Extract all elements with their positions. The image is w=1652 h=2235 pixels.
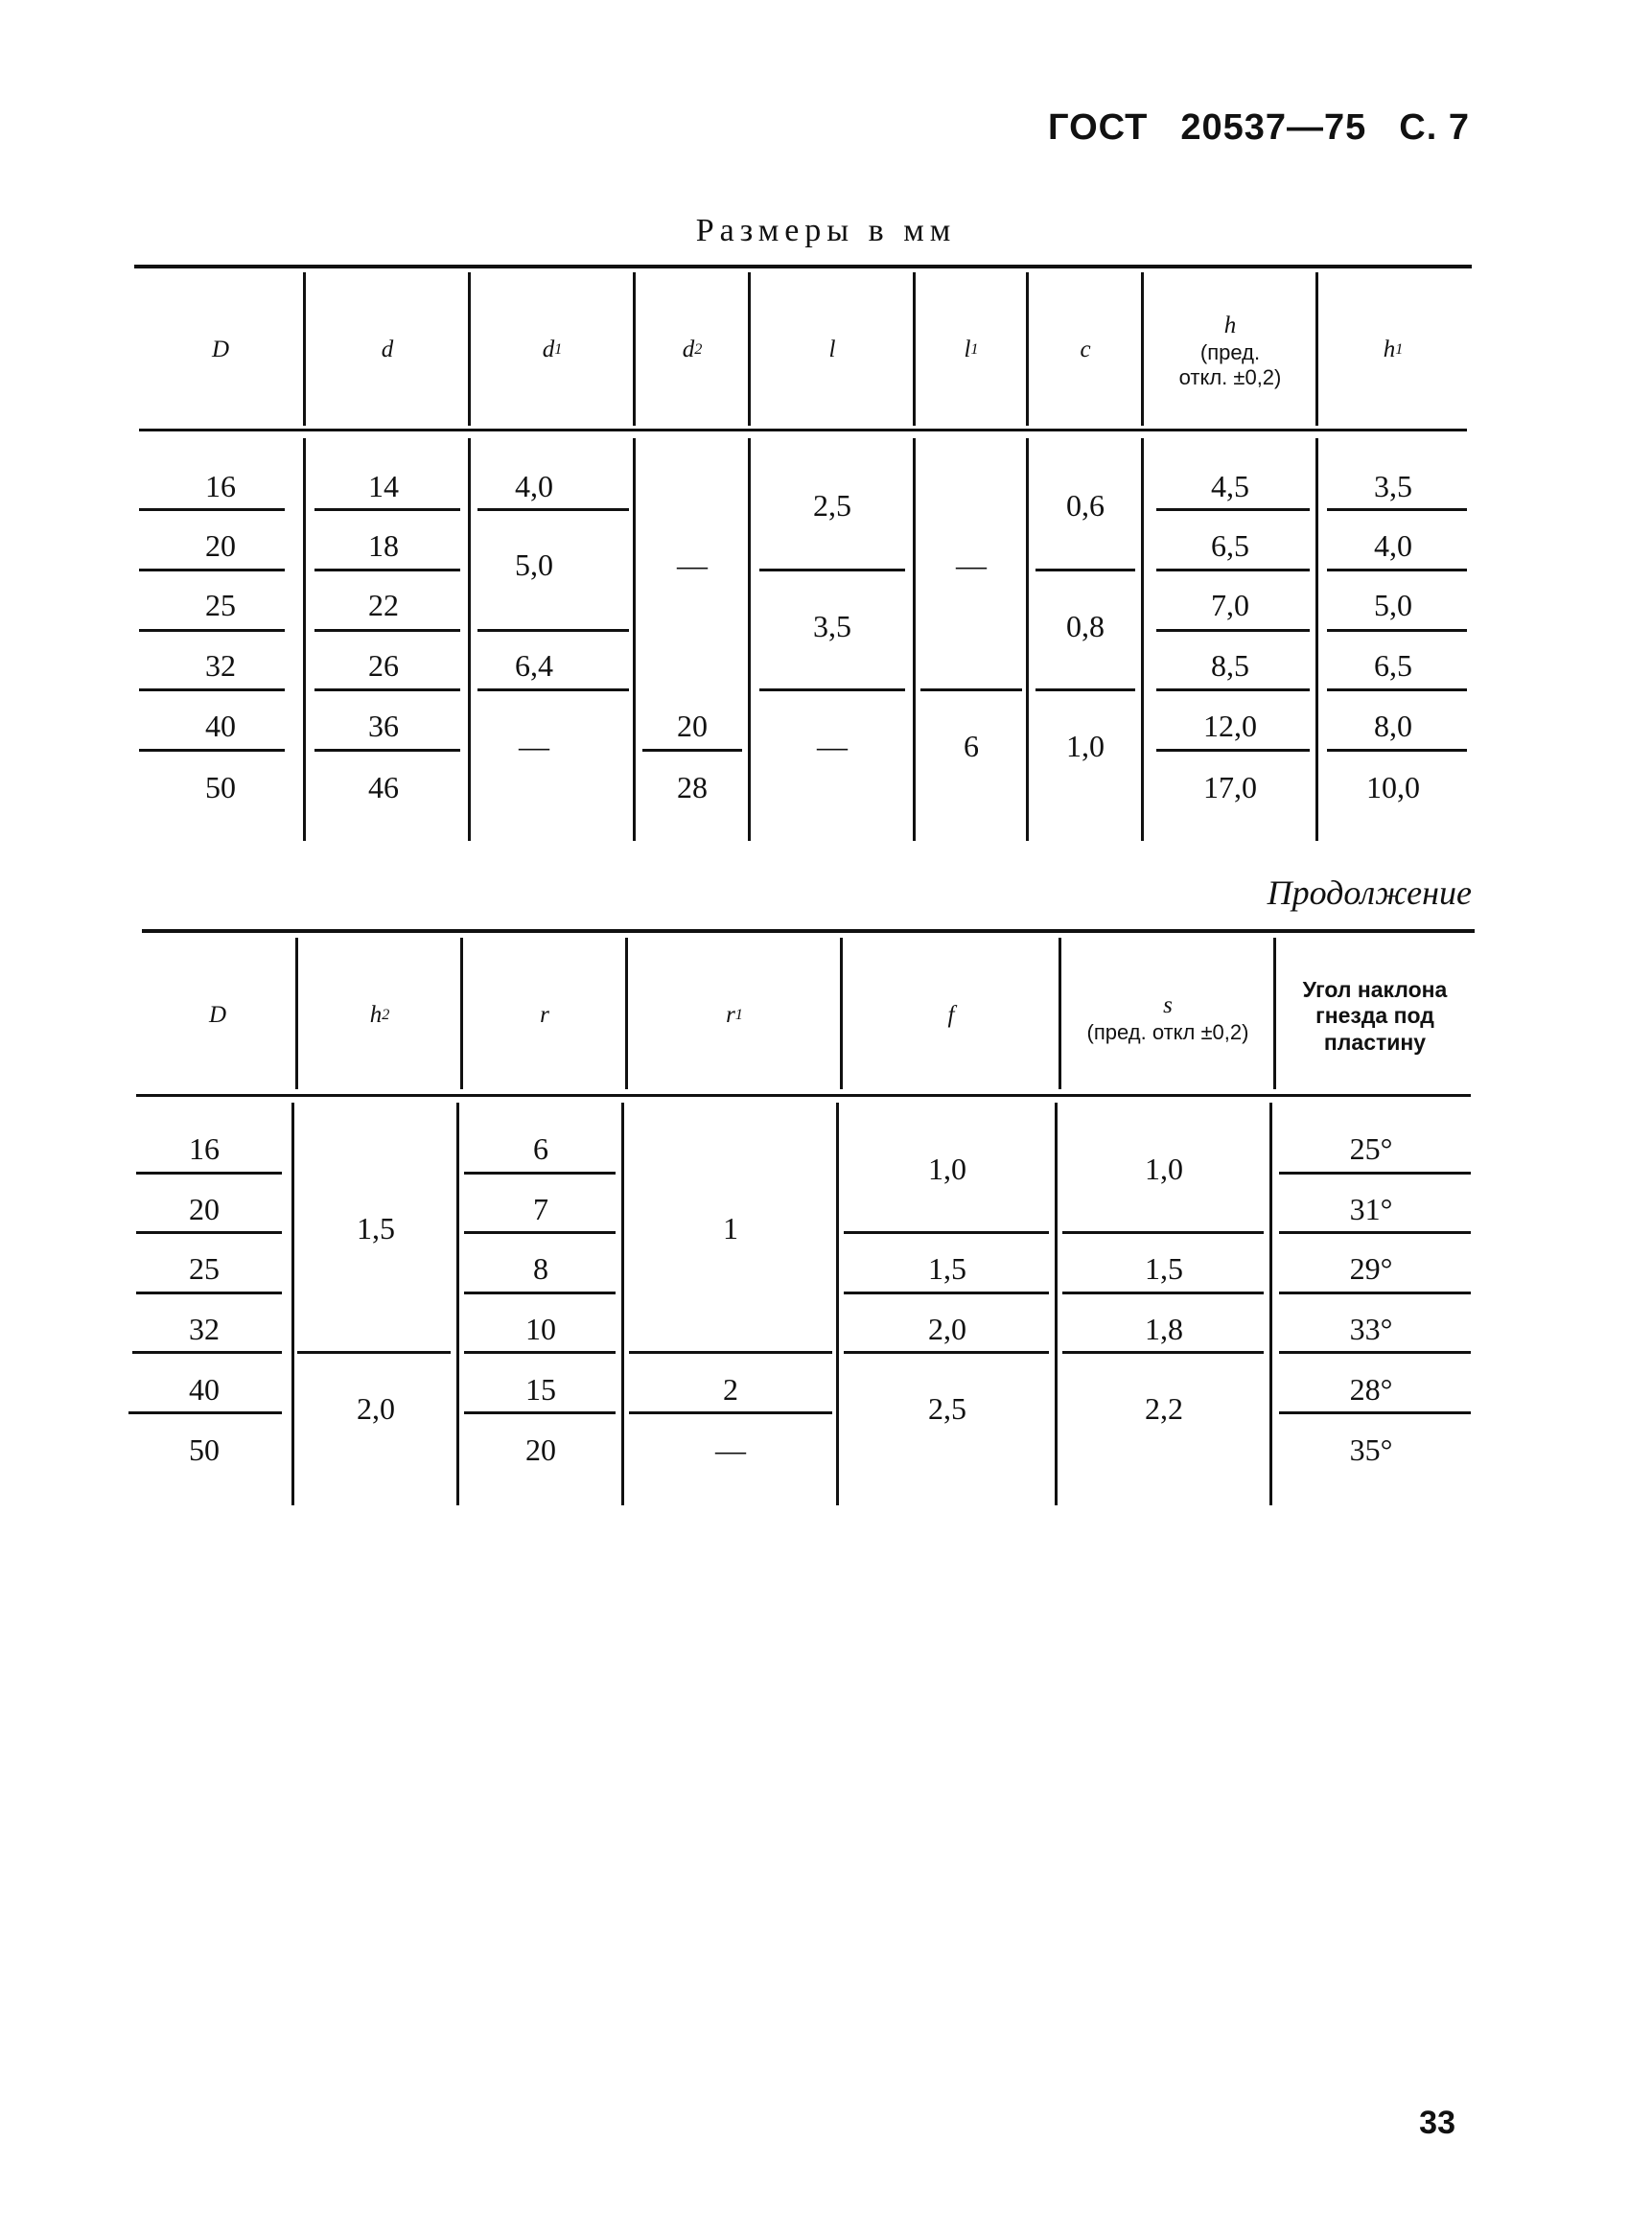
table2-vline — [625, 938, 628, 1089]
table1-vline — [468, 438, 471, 841]
table2-header-rule — [136, 1094, 1471, 1097]
table1-cell: 0,8 — [1066, 609, 1105, 644]
standard-label: ГОСТ — [1048, 107, 1149, 148]
standard-header — [1048, 107, 1470, 149]
table2-vline — [456, 1103, 459, 1505]
table2-cell: 1,0 — [928, 1152, 966, 1187]
table1-header-rule — [139, 429, 1467, 431]
table2-cell: 33° — [1349, 1312, 1393, 1347]
header-subscript: 1 — [734, 1006, 743, 1024]
table1-cell: 6,5 — [1211, 528, 1249, 564]
table2-vline — [291, 1103, 294, 1505]
table1-row-rule — [314, 688, 460, 691]
header-subscript: 1 — [970, 340, 979, 359]
table1-row-rule — [139, 629, 285, 632]
table1-vline — [1026, 438, 1029, 841]
table2-cell: 35° — [1349, 1432, 1393, 1468]
header-symbol: d — [682, 337, 695, 362]
header-symbol: h — [369, 1002, 383, 1028]
table2-row-rule — [128, 1411, 282, 1414]
table1-cell: 4,0 — [1374, 528, 1412, 564]
table1-cell: 3,5 — [1374, 469, 1412, 504]
table2-cell: 31° — [1349, 1192, 1393, 1227]
table1-cell: 1,0 — [1066, 729, 1105, 764]
table1-row-rule — [759, 688, 905, 691]
table2-header-r: r — [540, 1002, 549, 1028]
header-symbol: s — [1163, 991, 1173, 1018]
table2-cell: 15 — [525, 1372, 556, 1408]
table2-row-rule — [297, 1351, 451, 1354]
table2-row-rule — [629, 1411, 832, 1414]
table2-vline — [295, 938, 298, 1089]
header-symbol: l — [964, 337, 971, 362]
table2-row-rule — [1279, 1292, 1471, 1294]
table2-cell: 25° — [1349, 1131, 1393, 1167]
table2-row-rule — [1062, 1351, 1264, 1354]
table1-header-d: d — [381, 337, 394, 362]
table1-cell: 36 — [368, 709, 399, 744]
table1-vline — [468, 272, 471, 426]
table2-cell: 10 — [525, 1312, 556, 1347]
table2-header-angle: Угол наклона гнезда под пластину — [1302, 976, 1448, 1055]
table1-cell: 50 — [205, 770, 236, 805]
page-reference: С. 7 — [1399, 107, 1470, 148]
table2-row-rule — [136, 1231, 282, 1234]
table1-cell: 6 — [964, 729, 979, 764]
table1-cell: 12,0 — [1203, 709, 1257, 744]
table2-row-rule — [464, 1411, 616, 1414]
table2-vline — [1055, 1103, 1058, 1505]
table2-cell: 40 — [189, 1372, 220, 1408]
table2-row-rule — [629, 1351, 832, 1354]
table1-vline — [1315, 272, 1318, 426]
table1-top-rule — [134, 265, 1472, 268]
table1-cell: 20 — [205, 528, 236, 564]
table1-header-l: l — [828, 337, 836, 362]
table1-cell: 5,0 — [1374, 588, 1412, 623]
table1-row-rule — [1156, 688, 1310, 691]
table2-row-rule — [1062, 1292, 1264, 1294]
table2-cell: 1,5 — [357, 1211, 395, 1246]
table2-vline — [1059, 938, 1061, 1089]
table1-vline — [1141, 438, 1144, 841]
table1-cell: 32 — [205, 648, 236, 684]
table1-header-h1 — [1319, 278, 1467, 422]
table2-header-f: f — [947, 1002, 955, 1028]
table1-cell: — — [956, 547, 987, 583]
table1-vline — [1026, 272, 1029, 426]
table1-row-rule — [1035, 688, 1135, 691]
table2-row-rule — [464, 1231, 616, 1234]
table1-cell: 46 — [368, 770, 399, 805]
table1-row-rule — [314, 749, 460, 752]
table1-row-rule — [1327, 688, 1467, 691]
table1-vline — [633, 272, 636, 426]
table2-cell: 20 — [525, 1432, 556, 1468]
table1-header-l1 — [917, 278, 1026, 422]
table1-row-rule — [1327, 569, 1467, 571]
table1-cell: — — [519, 729, 549, 764]
table2-row-rule — [136, 1292, 282, 1294]
table1-cell: 17,0 — [1203, 770, 1257, 805]
table1-row-rule — [477, 508, 629, 511]
table2-header-r1 — [629, 943, 840, 1087]
header-subscript: 1 — [554, 340, 563, 359]
table2-cell: 1,0 — [1145, 1152, 1183, 1187]
table1-row-rule — [1035, 569, 1135, 571]
table1-cell: 5,0 — [515, 547, 553, 583]
table2-row-rule — [844, 1231, 1049, 1234]
table1-cell: 26 — [368, 648, 399, 684]
table2-cell: 7 — [533, 1192, 548, 1227]
page-number: 33 — [1419, 2105, 1455, 2141]
table1-cell: — — [817, 729, 848, 764]
table2-row-rule — [464, 1351, 616, 1354]
table1-header-h — [1145, 284, 1315, 418]
table1-row-rule — [1156, 749, 1310, 752]
table2-cell: 1,8 — [1145, 1312, 1183, 1347]
table2-cell: 1 — [723, 1211, 738, 1246]
table1-row-rule — [139, 749, 285, 752]
table1-vline — [633, 438, 636, 841]
table2-row-rule — [1279, 1411, 1471, 1414]
table1-cell: 18 — [368, 528, 399, 564]
table2-top-rule — [142, 929, 1475, 933]
table2-vline — [1273, 938, 1276, 1089]
table2-cell: 2,2 — [1145, 1391, 1183, 1427]
table1-row-rule — [314, 508, 460, 511]
table1-cell: 16 — [205, 469, 236, 504]
header-subscript: 2 — [694, 340, 703, 359]
table2-cell: 50 — [189, 1432, 220, 1468]
header-symbol: h — [1383, 337, 1396, 362]
header-tolerance-note: (пред. откл ±0,2) — [1086, 1019, 1249, 1044]
table1-row-rule — [920, 688, 1022, 691]
table1-row-rule — [1327, 749, 1467, 752]
table2-header-D: D — [208, 1002, 227, 1028]
header-subscript: 1 — [1395, 340, 1404, 359]
standard-number: 20537—75 — [1180, 107, 1367, 148]
header-tolerance-note: (пред. откл. ±0,2) — [1178, 339, 1282, 389]
table1-row-rule — [139, 508, 285, 511]
header-subscript: 2 — [382, 1006, 390, 1024]
table1-cell: 8,0 — [1374, 709, 1412, 744]
table2-cell: — — [715, 1432, 746, 1468]
table1-cell: 10,0 — [1366, 770, 1420, 805]
table1-vline — [913, 438, 916, 841]
table1-vline — [303, 272, 306, 426]
table1-vline — [913, 272, 916, 426]
table1-row-rule — [642, 749, 742, 752]
table2-cell: 6 — [533, 1131, 548, 1167]
table1-header-c: c — [1080, 337, 1091, 362]
table2-vline — [621, 1103, 624, 1505]
table2-row-rule — [136, 1172, 282, 1175]
table2-cell: 29° — [1349, 1251, 1393, 1287]
table2-cell: 28° — [1349, 1372, 1393, 1408]
header-symbol: h — [1223, 312, 1237, 338]
table1-row-rule — [759, 569, 905, 571]
table1-row-rule — [314, 569, 460, 571]
table1-cell: 8,5 — [1211, 648, 1249, 684]
table2-vline — [836, 1103, 839, 1505]
table1-cell: 40 — [205, 709, 236, 744]
table2-cell: 16 — [189, 1131, 220, 1167]
table1-vline — [748, 438, 751, 841]
table1-row-rule — [1156, 508, 1310, 511]
table2-cell: 1,5 — [928, 1251, 966, 1287]
table2-row-rule — [132, 1351, 282, 1354]
table2-cell: 1,5 — [1145, 1251, 1183, 1287]
table2-cell: 32 — [189, 1312, 220, 1347]
table2-row-rule — [1062, 1231, 1264, 1234]
table2-row-rule — [844, 1351, 1049, 1354]
table2-cell: 2,5 — [928, 1391, 966, 1427]
table2-row-rule — [1279, 1351, 1471, 1354]
table1-row-rule — [1327, 629, 1467, 632]
table1-header-d2 — [637, 278, 748, 422]
header-symbol: d — [542, 337, 555, 362]
table2-vline — [840, 938, 843, 1089]
dimensions-caption: Размеры в мм — [695, 213, 957, 248]
table2-cell: 2,0 — [357, 1391, 395, 1427]
table1-cell: 22 — [368, 588, 399, 623]
table2-header-h2 — [299, 943, 460, 1087]
table1-vline — [1315, 438, 1318, 841]
table2-row-rule — [464, 1172, 616, 1175]
table1-row-rule — [1156, 569, 1310, 571]
table2-vline — [460, 938, 463, 1089]
table1-cell: 4,5 — [1211, 469, 1249, 504]
table1-row-rule — [139, 688, 285, 691]
table2-cell: 20 — [189, 1192, 220, 1227]
table1-row-rule — [1327, 508, 1467, 511]
table1-cell: 28 — [677, 770, 708, 805]
table1-header-D: D — [211, 337, 230, 362]
table1-row-rule — [314, 629, 460, 632]
table1-cell: 20 — [677, 709, 708, 744]
table1-row-rule — [1156, 629, 1310, 632]
table2-row-rule — [844, 1292, 1049, 1294]
table2-cell: 8 — [533, 1251, 548, 1287]
header-symbol: r — [726, 1002, 735, 1028]
table1-cell: 6,5 — [1374, 648, 1412, 684]
table2-cell: 25 — [189, 1251, 220, 1287]
table1-row-rule — [139, 569, 285, 571]
table1-cell: 2,5 — [813, 488, 851, 524]
table1-cell: 6,4 — [515, 648, 553, 684]
table2-vline — [1269, 1103, 1272, 1505]
table1-cell: — — [677, 547, 708, 583]
table2-row-rule — [464, 1292, 616, 1294]
table1-row-rule — [477, 629, 629, 632]
table2-cell: 2,0 — [928, 1312, 966, 1347]
table1-row-rule — [477, 688, 629, 691]
table1-cell: 7,0 — [1211, 588, 1249, 623]
table1-vline — [303, 438, 306, 841]
table1-cell: 4,0 — [515, 469, 553, 504]
table2-cell: 2 — [723, 1372, 738, 1408]
continuation-label: Продолжение — [1267, 873, 1472, 912]
table2-row-rule — [1279, 1172, 1471, 1175]
table1-cell: 14 — [368, 469, 399, 504]
table2-header-s — [1062, 970, 1273, 1066]
table1-cell: 3,5 — [813, 609, 851, 644]
table1-vline — [748, 272, 751, 426]
table1-cell: 25 — [205, 588, 236, 623]
table1-vline — [1141, 272, 1144, 426]
table1-header-d1 — [472, 278, 633, 422]
table1-cell: 0,6 — [1066, 488, 1105, 524]
table2-row-rule — [1279, 1231, 1471, 1234]
